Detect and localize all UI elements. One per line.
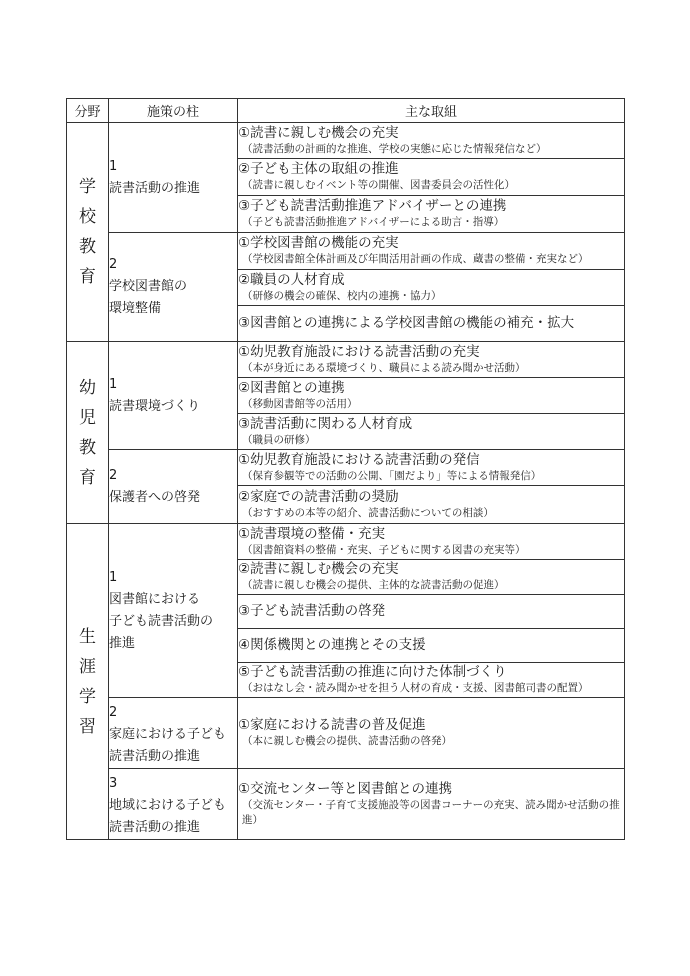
- pillar-name-line: 家庭における子ども: [109, 727, 227, 742]
- pillar-name-line: 読書活動の推進: [109, 749, 201, 764]
- pillar-name-line: 読書活動の推進: [109, 180, 201, 196]
- pillar-cell: [109, 450, 238, 524]
- table-row: [67, 698, 625, 769]
- initiative-description: （本に親しむ機会の提供、読書活動の啓発）: [242, 735, 452, 747]
- pillar-cell: [109, 123, 238, 233]
- initiative-description: （図書館資料の整備・充実、子どもに関する図書の充実等）: [242, 543, 526, 556]
- initiative-description: （本が身近にある環境づくり、職員による読み聞かせ活動）: [242, 361, 526, 374]
- initiative-cell: [238, 663, 625, 698]
- initiative-title: ①幼児教育施設における読書活動の充実: [238, 343, 480, 360]
- initiative-cell: [238, 486, 625, 524]
- policy-table: [66, 98, 625, 840]
- field-cell: 生 涯 学 習: [67, 524, 109, 840]
- pillar-name-line: 推進: [109, 635, 136, 651]
- pillar-number: 1: [109, 569, 118, 585]
- initiative-title: ③読書活動に関わる人材育成: [238, 415, 413, 432]
- initiative-description: （研修の機会の確保、校内の連携・協力）: [242, 289, 442, 302]
- table-row: [67, 342, 625, 378]
- initiative-title: ②子ども主体の取組の推進: [238, 161, 399, 177]
- initiative-description: （学校図書館全体計画及び年間活用計画の作成、蔵書の整備・充実など）: [242, 253, 589, 265]
- pillar-name-line: 環境整備: [109, 301, 162, 316]
- initiative-title: ①読書に親しむ機会の充実: [238, 124, 399, 141]
- initiative-description: （おすすめの本等の紹介、読書活動についての相談）: [242, 506, 494, 519]
- initiative-cell: [238, 270, 625, 306]
- field-cell: 幼 児 教 育: [67, 342, 109, 524]
- table-row: [67, 450, 625, 486]
- initiative-cell: [238, 342, 625, 378]
- initiative-description: （子ども読書活動推進アドバイザーによる助言・指導）: [242, 216, 505, 228]
- initiative-title: ⑤子ども読書活動の推進に向けた体制づくり: [238, 664, 507, 680]
- initiative-cell: [238, 306, 625, 342]
- initiative-cell: [238, 698, 625, 769]
- initiative-description: （職員の研修）: [242, 433, 316, 446]
- pillar-name-line: 保護者への啓発: [109, 489, 201, 505]
- pillar-cell: [109, 342, 238, 450]
- initiative-title: ③図書館との連携による学校図書館の機能の補充・拡大: [238, 315, 575, 331]
- initiative-description: （読書活動の計画的な推進、学校の実態に応じた情報発信など）: [242, 142, 547, 155]
- initiative-title: ②読書に親しむ機会の充実: [238, 561, 399, 577]
- initiative-description: （読書に親しむイベント等の開催、図書委員会の活性化）: [242, 179, 515, 191]
- initiative-cell: [238, 378, 625, 414]
- table-row: [67, 123, 625, 159]
- initiative-title: ④関係機関との連携とその支援: [238, 637, 426, 653]
- initiative-title: ③子ども読書活動推進アドバイザーとの連携: [238, 198, 507, 214]
- initiative-description: （読書に親しむ機会の提供、主体的な読書活動の促進）: [242, 579, 505, 591]
- initiative-title: ①学校図書館の機能の充実: [238, 235, 399, 251]
- initiative-title: ②職員の人材育成: [238, 271, 345, 288]
- initiative-cell: [238, 629, 625, 663]
- header-row: [67, 99, 625, 123]
- table-body: [67, 123, 625, 840]
- initiative-cell: [238, 595, 625, 629]
- initiative-title: ①交流センター等と図書館との連携: [238, 780, 453, 797]
- pillar-name-line: 読書環境づくり: [109, 398, 201, 414]
- initiative-cell: [238, 414, 625, 450]
- table-row: [67, 769, 625, 840]
- pillar-number: 2: [109, 705, 118, 720]
- initiative-title: ②家庭での読書活動の奨励: [238, 488, 399, 505]
- initiative-title: ①家庭における読書の普及促進: [238, 717, 426, 733]
- pillar-name-line: 学校図書館の: [109, 279, 188, 294]
- header-pillar: 施策の柱: [109, 99, 238, 123]
- initiative-cell: [238, 769, 625, 840]
- pillar-name-line: 図書館における: [109, 591, 201, 607]
- pillar-number: 2: [109, 467, 118, 483]
- initiative-cell: [238, 524, 625, 560]
- table-row: [67, 233, 625, 270]
- pillar-name-line: 読書活動の推進: [109, 820, 201, 835]
- pillar-name-line: 地域における子ども: [109, 798, 227, 813]
- initiative-cell: [238, 560, 625, 595]
- pillar-number: 2: [109, 257, 118, 272]
- pillar-number: 1: [109, 376, 118, 392]
- initiative-description: （おはなし会・読み聞かせを担う人材の育成・支援、図書館司書の配置）: [242, 682, 589, 694]
- initiative-cell: [238, 233, 625, 270]
- field-cell: 学 校 教 育: [67, 123, 109, 342]
- initiative-cell: [238, 450, 625, 486]
- initiative-title: ①読書環境の整備・充実: [238, 525, 386, 542]
- initiative-title: ③子ども読書活動の啓発: [238, 603, 386, 619]
- initiative-cell: [238, 123, 625, 159]
- initiative-description: （保育参観等での活動の公開、「園だより」等による情報発信）: [242, 469, 542, 482]
- initiative-title: ②図書館との連携: [238, 379, 345, 396]
- initiative-title: ①幼児教育施設における読書活動の発信: [238, 451, 480, 468]
- header-initiatives: 主な取組: [238, 99, 625, 123]
- header-field: 分野: [67, 99, 109, 123]
- initiative-cell: [238, 159, 625, 196]
- pillar-number: 1: [109, 158, 118, 174]
- pillar-number: 3: [109, 776, 118, 791]
- table-row: [67, 524, 625, 560]
- initiative-cell: [238, 196, 625, 233]
- pillar-name-line: 子ども読書活動の: [109, 613, 214, 629]
- initiative-description: （移動図書館等の活用）: [242, 397, 358, 410]
- initiative-description: （交流センター・子育て支援施設等の図書コーナーの充実、読み聞かせ活動の推進）: [242, 798, 620, 826]
- pillar-cell: [109, 769, 238, 840]
- pillar-cell: [109, 233, 238, 342]
- pillar-cell: [109, 524, 238, 698]
- pillar-cell: [109, 698, 238, 769]
